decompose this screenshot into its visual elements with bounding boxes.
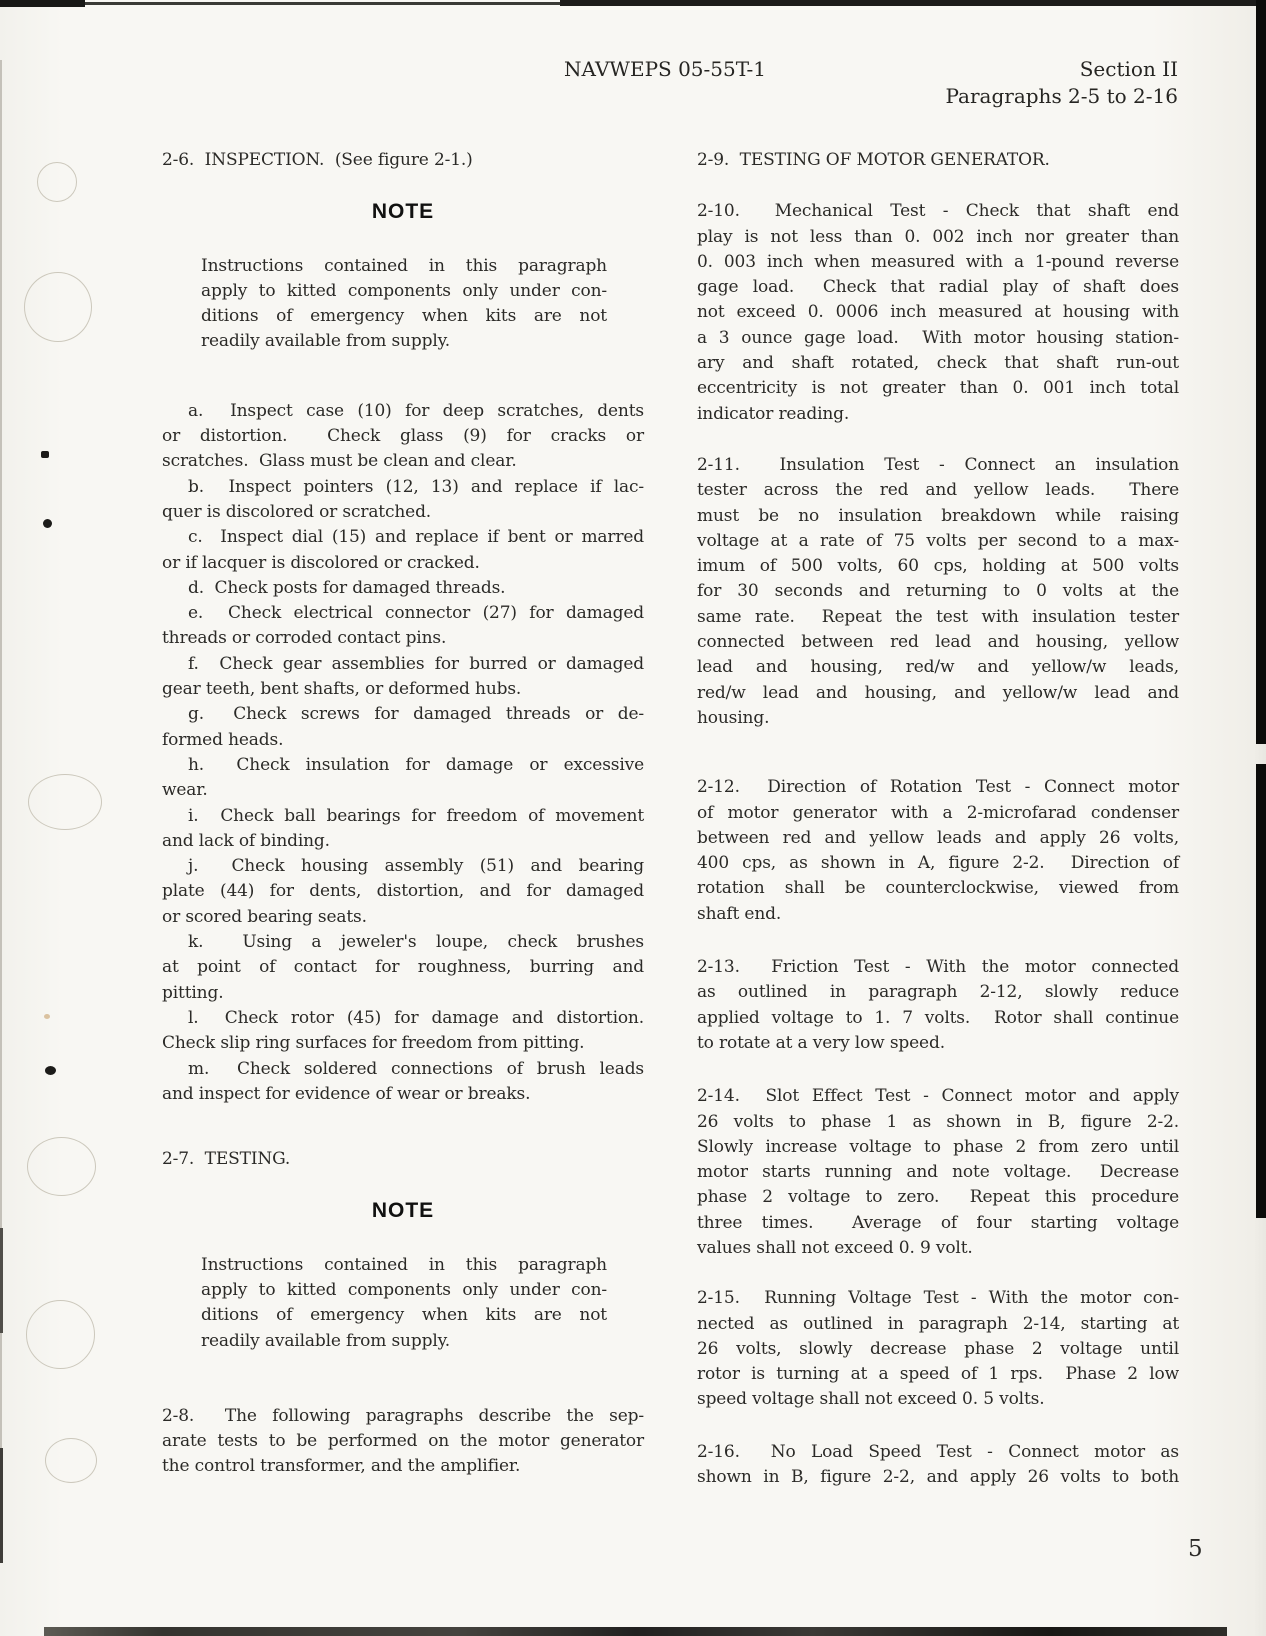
text-line: NOTE [371,200,435,224]
text-line: 2-14. Slot Effect Test - Connect motor and apply [697,1086,1179,1107]
text-line: 2-7. TESTING. [162,1149,291,1170]
text-line: rotor is turning at a speed of 1 rps. Phase 2 low [697,1364,1179,1385]
text-line: Slowly increase voltage to phase 2 from zero until [697,1136,1179,1157]
right-column [697,148,1179,1490]
text-line: pitting. [162,982,224,1003]
text-line: plate (44) for dents, distortion, and for damaged [162,881,644,902]
paragraph-2-13 [697,955,1179,1056]
text-line: m. Check soldered connections of brush leads [188,1058,644,1079]
text-line: 2-9. TESTING OF MOTOR GENERATOR. [697,150,1050,170]
scan-top-left-mark [0,0,85,7]
text-line: i. Check ball bearings for freedom of movement [188,805,644,826]
item-a [162,399,644,475]
item-j [162,854,644,930]
text-line: scratches. Glass must be clean and clear. [162,451,517,472]
text-line: 2-15. Running Voltage Test - With the motor con- [697,1288,1179,1309]
hole-punch-circle [27,1137,96,1196]
text-line: Instructions contained in this paragraph [201,1254,607,1275]
text-line: at point of contact for roughness, burring and [162,957,644,978]
left-column [162,148,644,1480]
text-line: 2-12. Direction of Rotation Test - Connect motor [697,777,1179,798]
ink-speck [45,1066,56,1075]
text-line: three times. Average of four starting voltage [697,1212,1179,1233]
text-line: apply to kitted components only under con- [201,1279,607,1300]
text-line: eccentricity is not greater than 0. 001 inch total [697,378,1179,399]
text-line: lead and housing, red/w and yellow/w leads, [697,657,1179,678]
text-line: as outlined in paragraph 2-12, slowly reduce [697,982,1179,1003]
text-line: quer is discolored or scratched. [162,501,432,522]
text-line: 0. 003 inch when measured with a 1-pound reverse [697,251,1179,272]
text-line: must be no insulation breakdown while raising [697,505,1179,526]
item-c [162,525,644,576]
scan-right-strip [1256,0,1266,744]
paragraph-2-10 [697,199,1179,427]
scan-top-line [0,2,1266,5]
paragraph-2-16 [697,1440,1179,1491]
text-line: between red and yellow leads and apply 26 volts, [697,827,1179,848]
text-line: 2-16. No Load Speed Test - Connect motor as [697,1441,1179,1462]
text-line: applied voltage to 1. 7 volts. Rotor shall continue [697,1007,1179,1028]
text-line: NOTE [371,1199,435,1223]
text-line: same rate. Repeat the test with insulation tester [697,606,1179,627]
item-k [162,930,644,1006]
note-heading [162,199,644,224]
section-label: Section II [1079,57,1178,81]
note-text [201,254,607,355]
text-line: values shall not exceed 0. 9 volt. [697,1237,973,1258]
text-line: g. Check screws for damaged threads or de- [188,704,644,725]
note-text [201,1253,607,1354]
text-line: gear teeth, bent shafts, or deformed hubs. [162,679,522,700]
text-line: j. Check housing assembly (51) and bearing [188,856,644,877]
scan-left-line [0,60,2,1560]
hole-punch-circle [24,272,92,342]
text-line: phase 2 voltage to zero. Repeat this procedure [697,1187,1179,1208]
text-line: a. Inspect case (10) for deep scratches, dents [188,400,644,421]
hole-punch-circle [37,162,77,202]
text-line: not exceed 0. 0006 inch measured at housing with [697,302,1179,323]
text-line: Instructions contained in this paragraph [201,255,607,276]
text-line: shown in B, figure 2-2, and apply 26 volts to both [697,1467,1179,1488]
text-line: wear. [162,780,208,801]
text-line: 2-11. Insulation Test - Connect an insulation [697,454,1179,475]
text-line: apply to kitted components only under con- [201,280,607,301]
text-line: k. Using a jeweler's loupe, check brushes [188,932,644,953]
paragraph-2-9-heading [697,148,1179,173]
item-h [162,753,644,804]
scan-bottom-bar [44,1627,1227,1636]
text-line: 2-13. Friction Test - With the motor connected [697,957,1179,978]
text-line: motor starts running and note voltage. Decrease [697,1162,1179,1183]
text-line: f. Check gear assemblies for burred or damaged [188,653,644,674]
text-line: formed heads. [162,729,284,750]
text-line: play is not less than 0. 002 inch nor greater than [697,226,1179,247]
paragraph-2-8 [162,1404,644,1480]
text-line: c. Inspect dial (15) and replace if bent or marred [188,527,644,548]
text-line: 2-8. The following paragraphs describe the sep- [162,1405,644,1426]
text-line: 400 cps, as shown in A, figure 2-2. Direction of [697,853,1179,874]
item-b [162,475,644,526]
text-line: 26 volts to phase 1 as shown in B, figure 2-2. [697,1111,1179,1132]
text-line: speed voltage shall not exceed 0. 5 volts. [697,1389,1045,1410]
scan-right-strip [1256,764,1266,1218]
hole-punch-circle [26,1300,95,1369]
text-line: housing. [697,707,770,728]
item-m [162,1057,644,1108]
text-line: tester across the red and yellow leads. There [697,480,1179,501]
text-line: connected between red lead and housing, yellow [697,632,1179,653]
text-line: of motor generator with a 2-microfarad condenser [697,802,1179,823]
text-line: ditions of emergency when kits are not [201,306,607,327]
text-line: threads or corroded contact pins. [162,628,447,649]
paragraph-2-7-heading [162,1147,644,1172]
text-line: red/w lead and housing, and yellow/w lead and [697,682,1179,703]
item-d [162,576,644,601]
text-line: rotation shall be counterclockwise, viewed from [697,878,1179,899]
page-number: 5 [1188,1536,1203,1562]
text-line: 2-10. Mechanical Test - Check that shaft end [697,201,1179,222]
text-line: indicator reading. [697,403,850,424]
text-line: ditions of emergency when kits are not [201,1305,607,1326]
item-e [162,601,644,652]
item-i [162,804,644,855]
ink-speck [44,1014,50,1019]
text-line: readily available from supply. [201,1330,451,1351]
text-line: or scored bearing seats. [162,906,367,927]
paragraph-2-14 [697,1084,1179,1261]
text-line: or distortion. Check glass (9) for cracks or [162,426,644,447]
text-line: shaft end. [697,903,782,924]
text-line: a 3 ounce gage load. With motor housing station- [697,327,1179,348]
paragraph-2-12 [697,775,1179,927]
paragraph-range-label: Paragraphs 2-5 to 2-16 [945,84,1178,108]
text-line: 26 volts, slowly decrease phase 2 voltage until [697,1338,1179,1359]
text-line: imum of 500 volts, 60 cps, holding at 500 volts [697,556,1179,577]
text-line: b. Inspect pointers (12, 13) and replace if lac- [188,476,644,497]
text-line: e. Check electrical connector (27) for damaged [188,603,644,624]
scan-left-line-dark [0,1448,3,1563]
text-line: the control transformer, and the amplifier. [162,1456,521,1477]
text-line: l. Check rotor (45) for damage and distortion. [188,1007,644,1028]
text-line: nected as outlined in paragraph 2-14, starting at [697,1313,1179,1334]
hole-punch-circle [45,1438,97,1483]
text-line: readily available from supply. [201,331,451,352]
text-line: for 30 seconds and returning to 0 volts at the [697,581,1179,602]
header-right [878,56,1178,110]
text-line: Check slip ring surfaces for freedom from pitting. [162,1033,585,1054]
ink-speck [41,451,49,458]
text-line: arate tests to be performed on the motor generator [162,1431,644,1452]
text-line: ary and shaft rotated, check that shaft run-out [697,353,1179,374]
scan-top-right-mark [560,0,1266,6]
text-line: and lack of binding. [162,830,330,851]
text-line: or if lacquer is discolored or cracked. [162,552,480,573]
hole-punch-circle [28,774,102,830]
text-line: to rotate at a very low speed. [697,1032,945,1053]
document-number: NAVWEPS 05-55T-1 [564,57,766,81]
text-line: h. Check insulation for damage or excessive [188,754,644,775]
ink-speck [43,519,52,528]
item-f [162,652,644,703]
scan-left-line-dark [0,1228,3,1333]
text-line: and inspect for evidence of wear or breaks. [162,1083,531,1104]
paragraph-2-6-heading [162,148,644,173]
text-line: voltage at a rate of 75 volts per second to a max- [697,530,1179,551]
paragraph-2-11 [697,453,1179,731]
text-line: 2-6. INSPECTION. (See figure 2-1.) [162,150,473,170]
item-g [162,702,644,753]
note-heading [162,1198,644,1223]
text-line: gage load. Check that radial play of shaft does [697,277,1179,298]
item-l [162,1006,644,1057]
text-line: d. Check posts for damaged threads. [188,577,506,598]
paragraph-2-15 [697,1286,1179,1412]
